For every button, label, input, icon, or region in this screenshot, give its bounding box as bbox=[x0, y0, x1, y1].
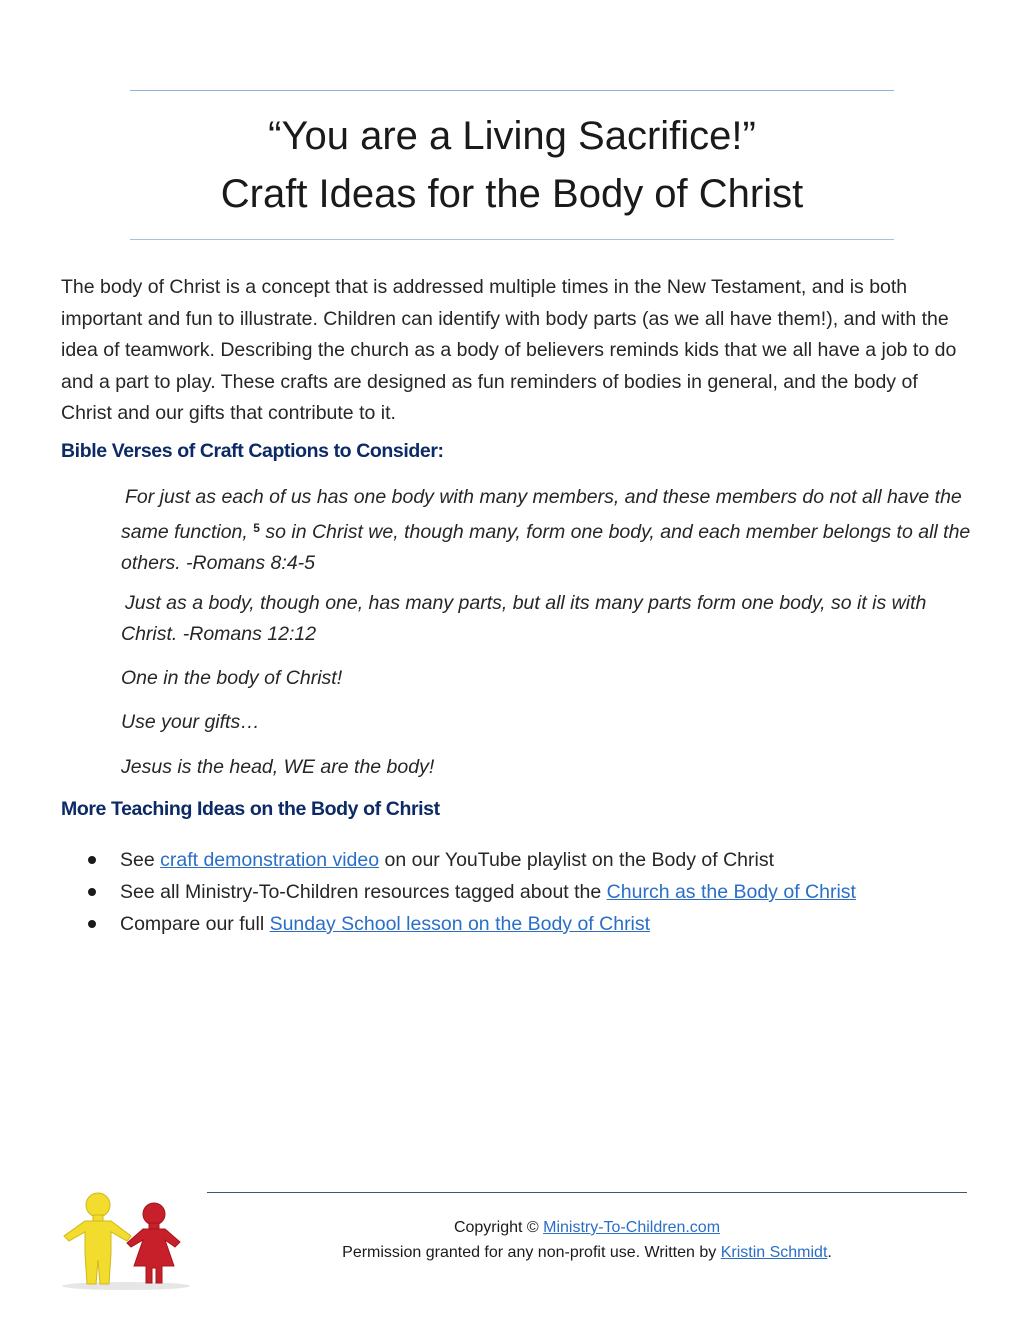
caption-jesus-head: Jesus is the head, WE are the body! bbox=[121, 756, 435, 778]
permission-line bbox=[207, 1244, 967, 1262]
paper-doll-figures-icon bbox=[58, 1190, 194, 1290]
caption-use-gifts: Use your gifts… bbox=[121, 711, 260, 733]
church-body-link[interactable]: Church as the Body of Christ bbox=[606, 881, 856, 903]
bullet-icon bbox=[88, 856, 96, 864]
list-item bbox=[88, 876, 988, 908]
caption-one-in-body: One in the body of Christ! bbox=[121, 667, 343, 689]
verse-1-text-b: so in Christ we, though many, form one body, and each member belongs to all the others. -Romans 8:4-5 bbox=[121, 521, 971, 574]
intro-paragraph: The body of Christ is a concept that is addressed multiple times in the New Testament, and is both important and fun to illustrate. Children can identify with body parts (as we all have them!), and with the idea of teamwork. Describing the church as a body of believers reminds kids that we all have a job to do and a part to play. These crafts are designed as fun reminders of bodies in general, and the body of Christ and our gifts that contribute to it. bbox=[61, 276, 957, 424]
permission-suffix: . bbox=[827, 1244, 832, 1261]
more-ideas-list bbox=[88, 844, 988, 940]
verse-2-text: Just as a body, though one, has many parts, but all its many parts form one body, so it is with Christ. -Romans 12:12 bbox=[121, 592, 927, 645]
ministry-to-children-link[interactable]: Ministry-To-Children.com bbox=[543, 1219, 721, 1236]
verse-romans-12 bbox=[121, 588, 981, 650]
more-ideas-heading: More Teaching Ideas on the Body of Christ bbox=[61, 798, 440, 820]
sunday-school-lesson-link[interactable]: Sunday School lesson on the Body of Christ bbox=[269, 913, 651, 935]
verse-romans-8 bbox=[121, 482, 981, 579]
verse-1-text-a: For just as each of us has one body with many members, and these members do not all have the same function, bbox=[121, 486, 962, 543]
bullet-icon bbox=[88, 888, 96, 896]
title-top-rule bbox=[130, 90, 894, 91]
craft-video-link[interactable]: craft demonstration video bbox=[160, 849, 380, 871]
footer-rule bbox=[207, 1192, 967, 1193]
verses-heading: Bible Verses of Craft Captions to Consider: bbox=[61, 440, 444, 462]
author-link[interactable]: Kristin Schmidt bbox=[720, 1244, 828, 1261]
title-bottom-rule bbox=[130, 239, 894, 240]
list-item bbox=[88, 844, 988, 876]
list-item-text: on our YouTube playlist on the Body of Christ bbox=[379, 849, 775, 871]
list-item-text: Compare our full bbox=[120, 913, 270, 935]
list-item bbox=[88, 908, 988, 940]
verse-number: 5 bbox=[253, 521, 260, 535]
copyright-label: Copyright © bbox=[453, 1219, 544, 1236]
page-title-line-2: Craft Ideas for the Body of Christ bbox=[220, 172, 804, 216]
permission-text: Permission granted for any non-profit use. Written by bbox=[342, 1244, 721, 1261]
list-item-text: See bbox=[120, 849, 161, 871]
page-title-line-1: “You are a Living Sacrifice!” bbox=[268, 114, 756, 158]
list-item-text: See all Ministry-To-Children resources tagged about the bbox=[120, 881, 607, 903]
bullet-icon bbox=[88, 920, 96, 928]
copyright-line bbox=[207, 1219, 967, 1237]
